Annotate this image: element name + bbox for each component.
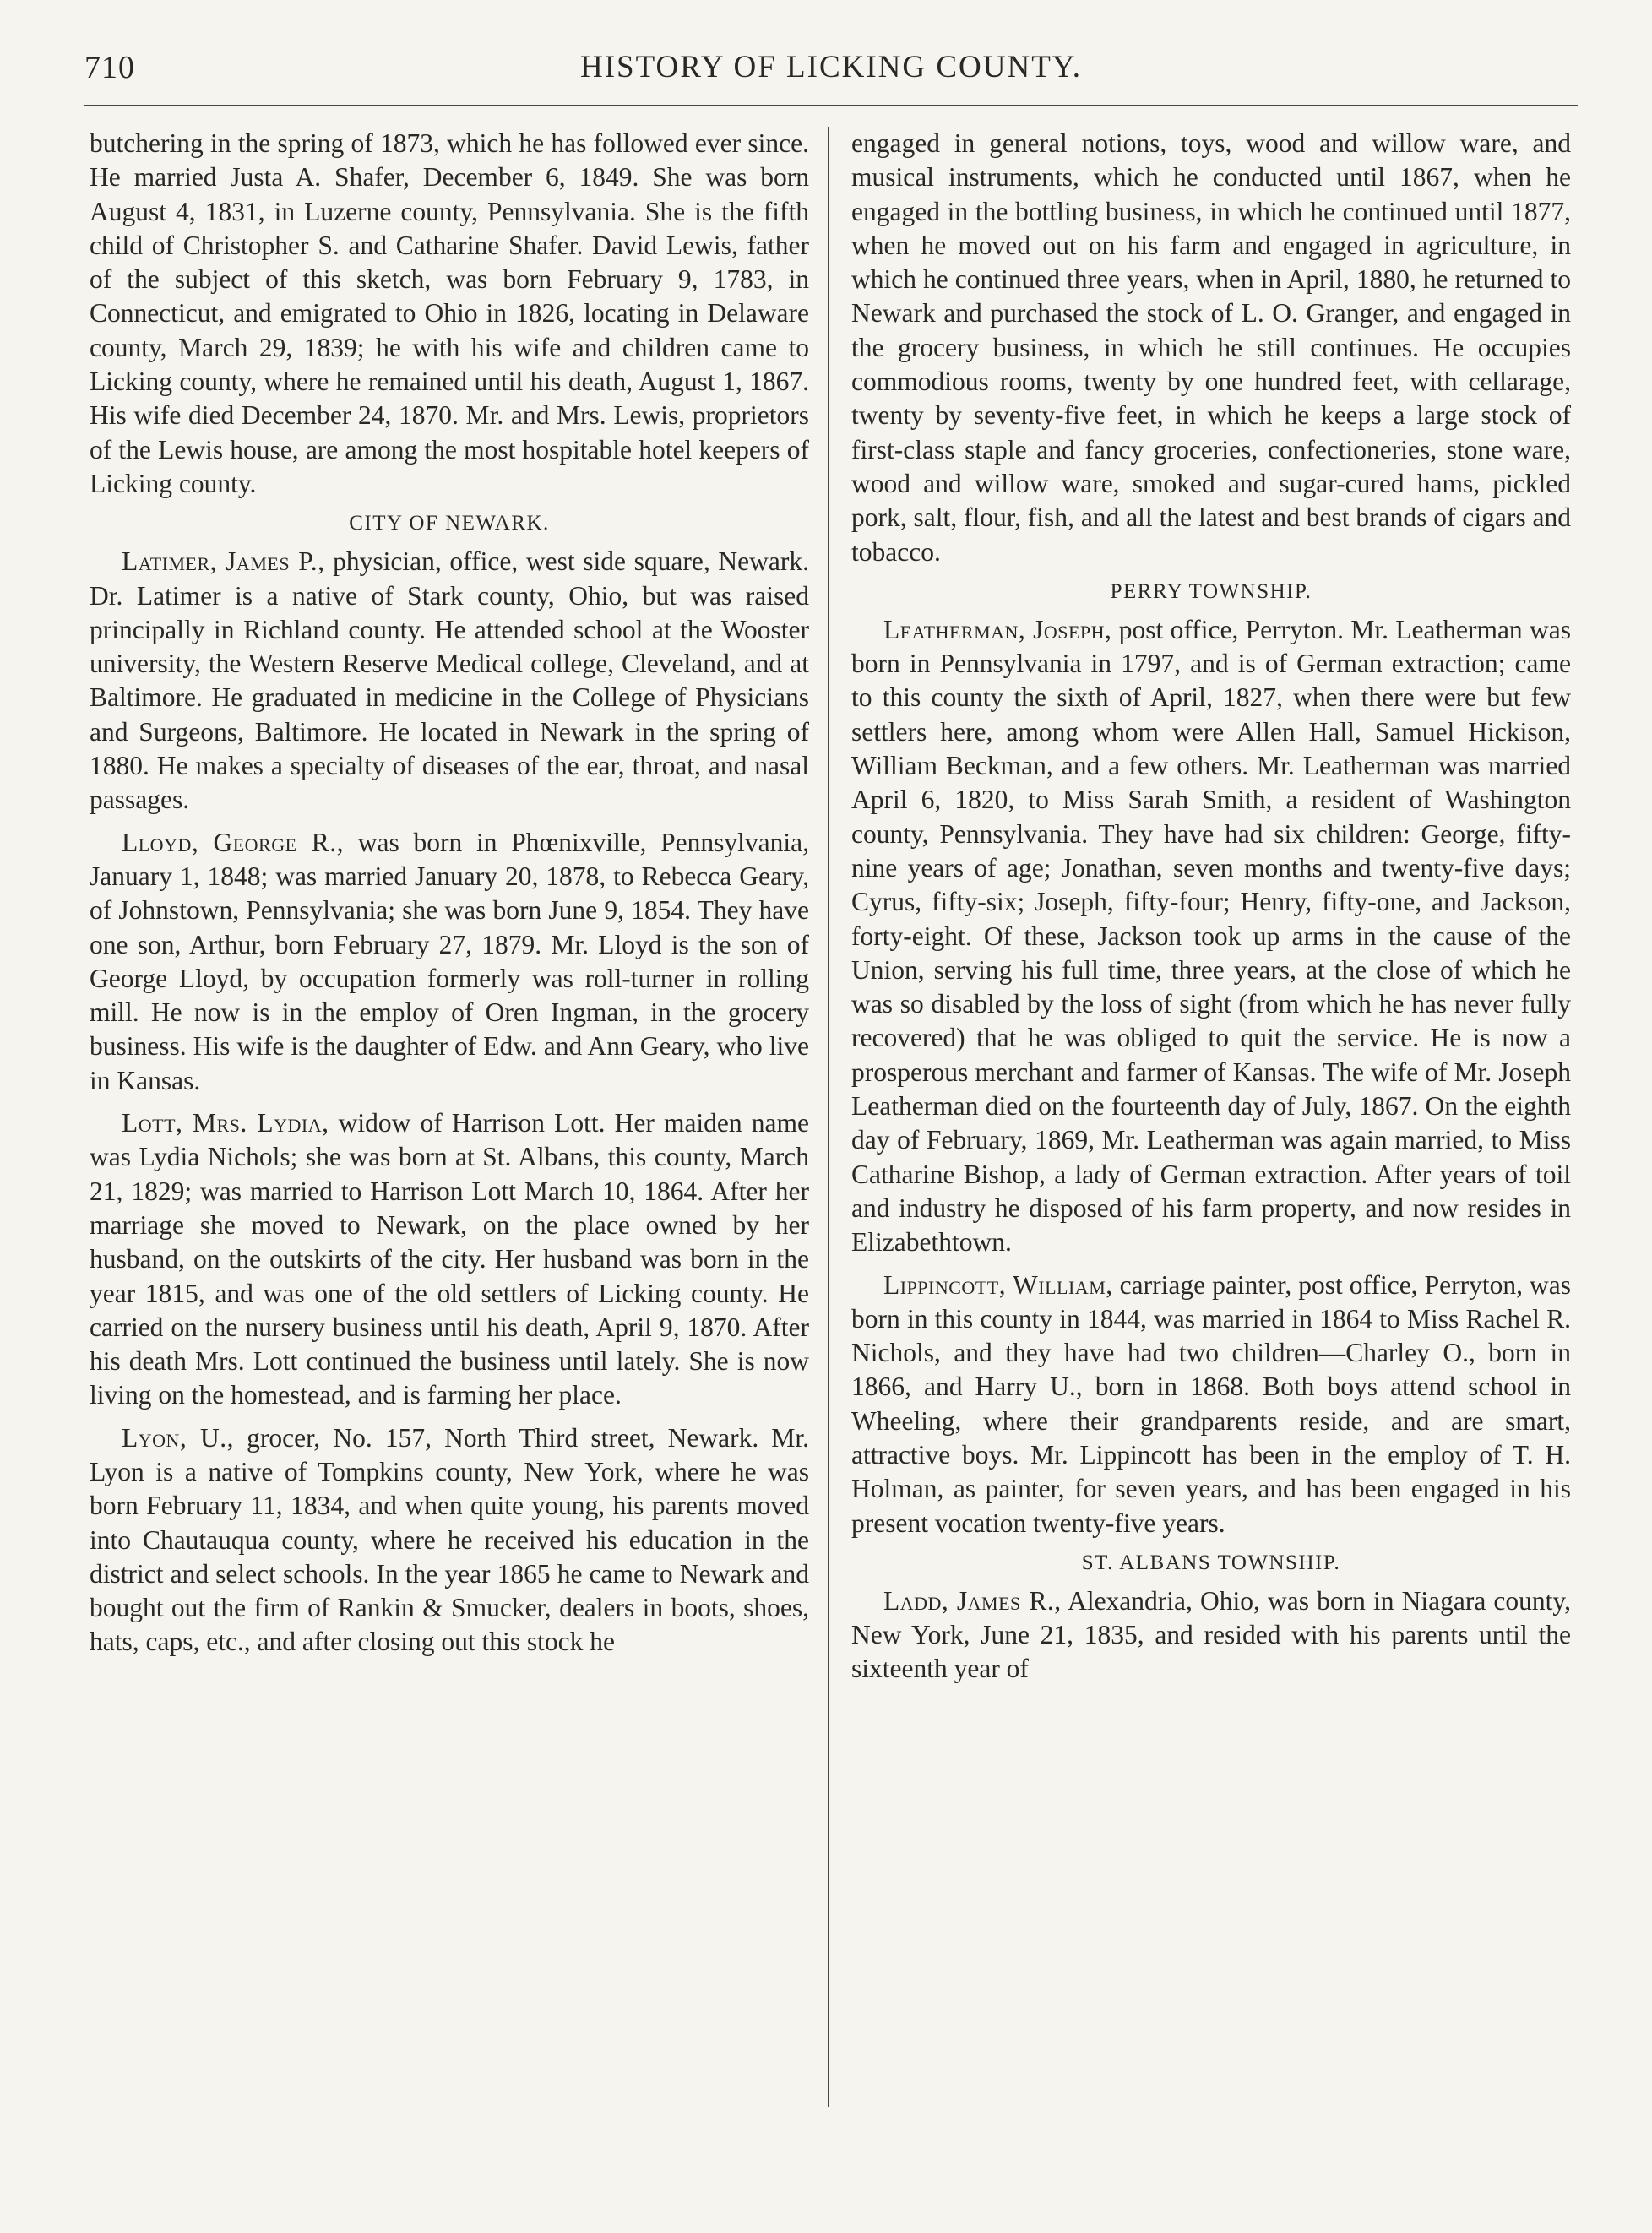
continued-paragraph: engaged in general notions, toys, wood and willow ware, and musical instruments, which he conducted until 1867, when he engaged in the bottling business, in which he continued until 1877, when he moved out on his farm and engaged in agriculture, in which he continued three years, when in April, 1880, he returned to Newark and purchased the stock of L. O. Granger, and engaged in the grocery business, in which he still continues. He occupies commodious rooms, twenty by one hundred feet, with cellarage, twenty by seventy-five feet, in which he keeps a large stock of first-class staple and fancy groceries, confectioneries, stone ware, wood and willow ware, smoked and sugar-cured hams, pickled pork, salt, flour, fish, and all the latest and best brands of cigars and tobacco. <box>851 128 1571 567</box>
entry-ladd <box>851 1584 1571 1687</box>
entry-name: Ladd, James R., <box>883 1585 1062 1616</box>
continued-paragraph: butchering in the spring of 1873, which he has followed ever since. He married Justa A. Shafer, December 6, 1849. She was born August 4, 1831, in Luzerne county, Pennsylvania. She is the fifth child of Christopher S. and Catharine Shafer. David Lewis, father of the subject of this sketch, was born February 9, 1783, in Connecticut, and emigrated to Ohio in 1826, locating in Delaware county, March 29, 1839; he with his wife and children came to Licking county, where he remained until his death, August 1, 1867. His wife died December 24, 1870. Mr. and Mrs. Lewis, proprietors of the Lewis house, are among the most hospitable hotel keepers of Licking county. <box>90 128 809 498</box>
entry-name: Lippincott, William, <box>883 1269 1113 1300</box>
section-heading-st-albans-township: ST. ALBANS TOWNSHIP. <box>1081 1551 1341 1574</box>
entry-lyon <box>90 1421 809 1660</box>
section-heading-city-of-newark: CITY OF NEWARK. <box>349 512 550 535</box>
entry-text: was born in Phœnixville, Pennsylvania, January 1, 1848; was married January 20, 1878, to Rebecca Geary, of Johnstown, Pennsylvania; she was born June 9, 1854. They have one son, Arthur, born February 27, 1879. Mr. Lloyd is the son of George Lloyd, by occupation formerly was roll-turner in rolling mill. He now is in the employ of Oren Ingman, in the grocery business. His wife is the daughter of Edw. and Ann Geary, who live in Kansas. <box>90 827 809 1095</box>
entry-name: Latimer, James P., <box>122 546 325 577</box>
entry-text: widow of Harrison Lott. Her maiden name was Lydia Nichols; she was born at St. Albans, this county, March 21, 1829; was married to Harrison Lott March 10, 1864. After her marriage she moved to Newark, on the place owned by her husband, on the outskirts of the city. Her husband was born in the year 1815, and was one of the old settlers of Licking county. He carried on the nursery business until his death, April 9, 1870. After his death Mrs. Lott continued the business until lately. She is now living on the homestead, and is farming her place. <box>90 1108 809 1410</box>
entry-latimer <box>90 545 809 817</box>
section-heading-perry-township: PERRY TOWNSHIP. <box>1110 579 1312 603</box>
entry-text: post office, Perryton. Mr. Leatherman was born in Pennsylvania in 1797, and is of German extraction; came to this county the sixth of April, 1827, when there were but few settlers here, among whom were Allen Hall, Samuel Hickison, William Beckman, and a few others. Mr. Leatherman was married April 6, 1820, to Miss Sarah Smith, a resident of Washington county, Pennsylvania. They have had six children: George, fifty-nine years of age; Jonathan, seven months and twenty-five days; Cyrus, fifty-six; Joseph, fifty-four; Henry, fifty-one, and Jackson, forty-eight. Of these, Jackson took up arms in the cause of the Union, serving his full time, three years, at the close of which he was so disabled by the loss of sight (from which he has never fully recovered) that he was obliged to quit the service. He is now a prosperous merchant and farmer of Kansas. The wife of Mr. Joseph Leatherman died on the fourteenth day of July, 1867. On the eighth day of February, 1869, Mr. Leatherman was again married, to Miss Catharine Bishop, a lady of German extraction. After years of toil and industry he disposed of his farm property, and now resides in Elizabethtown. <box>851 614 1571 1258</box>
entry-leatherman <box>851 613 1571 1260</box>
left-column <box>90 127 809 1660</box>
page-number: 710 <box>84 50 135 85</box>
running-title: HISTORY OF LICKING COUNTY. <box>579 50 1083 84</box>
right-column <box>851 127 1571 1687</box>
entry-text: grocer, No. 157, North Third street, Newark. Mr. Lyon is a native of Tompkins county, New York, where he was born February 11, 1834, and when quite young, his parents moved into Chautauqua county, where he received his education in the district and select schools. In the year 1865 he came to Newark and bought out the firm of Rankin & Smucker, dealers in boots, shoes, hats, caps, etc., and after closing out this stock he <box>90 1422 810 1657</box>
header-rule <box>84 105 1578 106</box>
entry-name: Lloyd, George R., <box>122 827 345 857</box>
entry-text: physician, office, west side square, Newark. Dr. Latimer is a native of Stark county, Ohio, but was raised principally in Richland county. He attended school at the Wooster university, the Western Reserve Medical college, Cleveland, and at Baltimore. He graduated in medicine in the College of Physicians and Surgeons, Baltimore. He located in Newark in the spring of 1880. He makes a specialty of diseases of the ear, throat, and nasal passages. <box>90 546 809 815</box>
entry-name: Lyon, U., <box>122 1422 234 1453</box>
entry-text: Alexandria, Ohio, was born in Niagara county, New York, June 21, 1835, and resided with his parents until the sixteenth year of <box>851 1585 1571 1684</box>
entry-text: carriage painter, post office, Perryton, was born in this county in 1844, was married in 1864 to Miss Rachel R. Nichols, and they have had two children—Charley O., born in 1866, and Harry U., born in 1868. Both boys attend school in Wheeling, where their grandparents reside, and are smart, attractive boys. Mr. Lippincott has been in the employ of T. H. Holman, as painter, for seven years, and has been engaged in his present vocation twenty-five years. <box>851 1269 1571 1538</box>
column-divider <box>828 127 829 2107</box>
entry-name: Lott, Mrs. Lydia, <box>122 1108 329 1138</box>
entry-lloyd <box>90 826 809 1098</box>
entry-lippincott <box>851 1269 1571 1540</box>
entry-lott <box>90 1106 809 1413</box>
page-header <box>84 42 1578 93</box>
entry-name: Leatherman, Joseph, <box>883 614 1112 644</box>
